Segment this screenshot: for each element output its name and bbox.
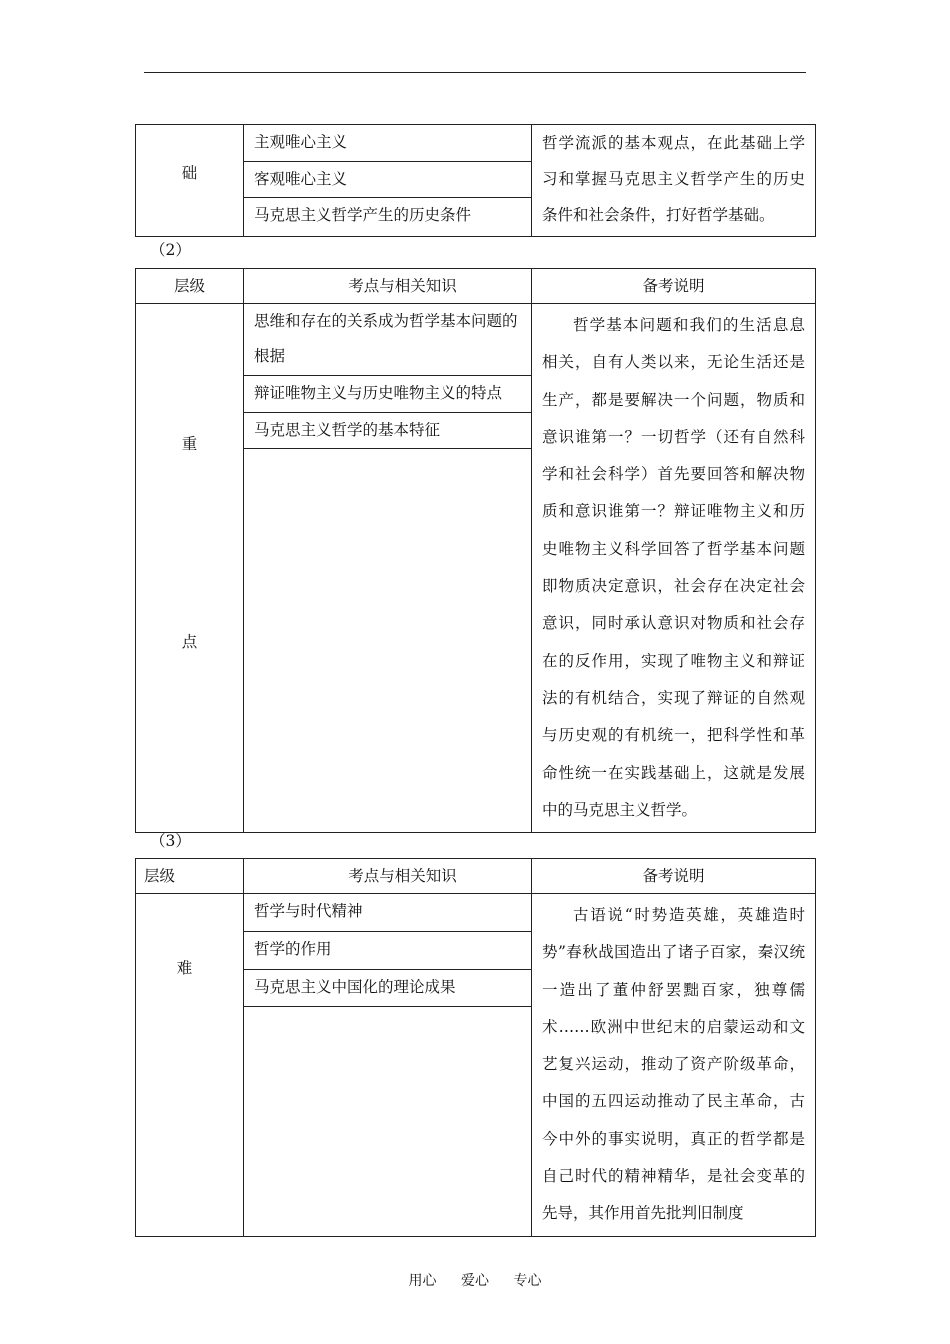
section-label: （2） [150,241,191,259]
header-note: 备考说明 [532,859,816,894]
level-char: 重 [181,435,198,453]
knowledge-item: 客观唯心主义 [244,161,532,198]
level-cell [136,304,244,833]
footer-word: 专心 [513,1273,542,1289]
header-knowledge: 考点与相关知识 [244,859,532,894]
knowledge-item: 哲学与时代精神 [244,894,532,932]
level-label: 础 [181,164,198,182]
table-key-points [135,268,816,833]
knowledge-item: 哲学的作用 [244,931,532,969]
header-knowledge: 考点与相关知识 [244,269,532,304]
header-level: 层级 [136,859,244,894]
level-char: 点 [181,633,198,651]
knowledge-item: 马克思主义哲学的基本特征 [244,412,532,449]
level-label: 难 [176,959,193,977]
exam-note: 古语说“时势造英雄，英雄造时势”春秋战国造出了诸子百家，秦汉统一造出了董仲舒罢黜百家，独尊儒术……欧洲中世纪末的启蒙运动和文艺复兴运动，推动了资产阶级革命，中国的五四运动推动了民主革命，古今中外的事实说明，真正的哲学都是自己时代的精神精华，是社会变革的先导，其作用首先批判旧制度 [532,894,816,1237]
exam-note: 哲学流派的基本观点，在此基础上学习和掌握马克思主义哲学产生的历史条件和社会条件，打好哲学基础。 [532,125,816,237]
empty-cell [244,1007,532,1236]
level-cell [136,894,244,1237]
exam-note: 哲学基本问题和我们的生活息息相关，自有人类以来，无论生活还是生产，都是要解决一个问题，物质和意识谁第一？一切哲学（还有自然科学和社会科学）首先要回答和解决物质和意识谁第一？辩证唯物主义和历史唯物主义科学回答了哲学基本问题即物质决定意识，社会存在决定社会意识，同时承认意识对物质和社会存在的反作用，实现了唯物主义和辩证法的有机结合，实现了辩证的自然观与历史观的有机统一，把科学性和革命性统一在实践基础上，这就是发展中的马克思主义哲学。 [532,304,816,833]
section-label: （3） [150,832,191,850]
header-rule [144,72,806,73]
knowledge-item: 主观唯心主义 [244,125,532,162]
table-basic [135,124,816,237]
header-level: 层级 [136,269,244,304]
knowledge-item: 辩证唯物主义与历史唯物主义的特点 [244,376,532,413]
level-cell [136,125,244,237]
page-footer [0,1270,950,1290]
table-difficult-points [135,858,816,1237]
knowledge-item: 思维和存在的关系成为哲学基本问题的根据 [244,304,532,376]
knowledge-item: 马克思主义哲学产生的历史条件 [244,198,532,237]
knowledge-item: 马克思主义中国化的理论成果 [244,969,532,1007]
empty-cell [244,449,532,833]
footer-word: 用心 [408,1273,437,1289]
footer-word: 爱心 [461,1273,489,1289]
header-note: 备考说明 [532,269,816,304]
